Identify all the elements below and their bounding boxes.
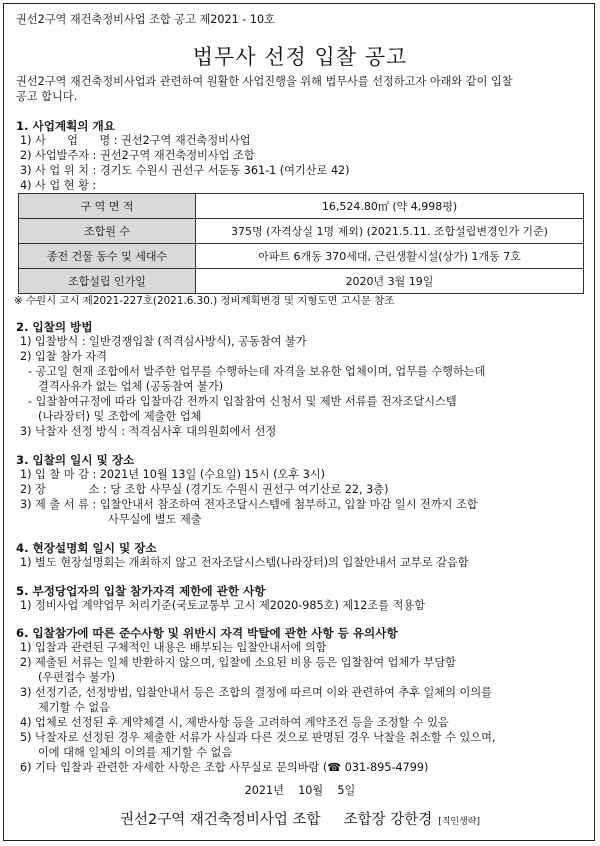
section-6-line: 제기할 수 없음 [38, 701, 110, 714]
chief-name: 조합장 강한경 [343, 812, 433, 828]
intro-line-2: 공고 합니다. [16, 90, 78, 103]
organization-name: 권선2구역 재건축정비사업 조합 [119, 812, 321, 828]
section-3-line: 2) 장 소 : 당 조합 사무실 (경기도 수원시 권선구 여기산로 22, 3층) [20, 483, 389, 496]
section-6-line: 6) 기타 입찰과 관련한 자세한 사항은 조합 사무실로 문의바람 (☎ 031-895-4799) [20, 761, 429, 774]
section-2-line: - 공고일 현재 조합에서 발주한 업무를 수행하는데 자격을 보유한 업체이며, 업무를 수행하는데 [28, 365, 486, 378]
section-2-heading: 2. 입찰의 방법 [16, 320, 93, 334]
seal-omitted: [직인생략] [438, 817, 481, 827]
table-row [19, 194, 584, 219]
table-value: 2020년 3월 19일 [196, 269, 584, 294]
section-3-line: 3) 제 출 서 류 : 입찰안내서 참조하여 전자조달시스템에 첨부하고, 입찰 마감 일시 전까지 조합 [20, 498, 478, 511]
announcement-date: 2021년 10월 5일 [244, 784, 356, 797]
section-6-heading: 6. 입찰참가에 따른 준수사항 및 위반시 자격 박탈에 관한 사항 등 유의사항 [16, 626, 398, 640]
section-6-line: 1) 입찰과 관련된 구체적인 내용은 배부되는 입찰안내서에 의함 [20, 641, 327, 654]
table-value: 375명 (자격상실 1명 제외) (2021.5.11. 조합설립변경인가 기준) [196, 219, 584, 244]
section-3-line: 사무실에 별도 제출 [108, 513, 202, 526]
section-2-line: (나라장터) 및 조합에 제출한 업체 [38, 410, 202, 423]
reference-note: ※ 수원시 고시 제2021-227호(2021.6.30.) 정비계획변경 및 지형도면 고시문 참조 [14, 295, 395, 307]
table-value: 16,524.80㎡ (약 4,998평) [196, 194, 584, 219]
section-2-line: 2) 입찰 참가 자격 [20, 350, 107, 363]
table-label: 조합원 수 [19, 219, 196, 244]
section-6-line: (우편접수 불가) [38, 671, 116, 684]
footer-signature [0, 808, 600, 829]
intro-line-1: 권선2구역 재건축정비사업과 관련하여 원활한 사업진행을 위해 법무사를 선정하고자 아래와 같이 입찰 [16, 75, 513, 88]
table-row [19, 244, 584, 269]
section-1-item: 4) 사 업 현 황 : [20, 179, 97, 192]
project-status-table [18, 193, 584, 294]
section-4-heading: 4. 현장설명회 일시 및 장소 [16, 541, 157, 555]
table-label: 구 역 면 적 [19, 194, 196, 219]
section-2-line: 1) 입찰방식 : 일반경쟁입찰 (적격심사방식), 공동참여 불가 [20, 335, 307, 348]
section-3-line: 1) 입 찰 마 감 : 2021년 10월 13일 (수요일) 15시 (오후 3시) [20, 468, 325, 481]
section-5-line: 1) 정비사업 계약업무 처리기준(국토교통부 고시 제2020-985호) 제12조를 적용함 [20, 599, 425, 612]
section-4-line: 1) 별도 현장설명회는 개최하지 않고 전자조달시스템(나라장터)의 입찰안내서 교부로 갈음함 [20, 556, 469, 569]
section-6-line: 3) 선정기준, 선정방법, 입찰안내서 등은 조합의 결정에 따르며 이와 관련하여 추후 일체의 이의를 [20, 686, 492, 699]
document-title: 법무사 선정 입찰 공고 [192, 45, 408, 69]
section-1-item: 2) 사업발주자 : 권선2구역 재건축정비사업 조합 [20, 149, 255, 162]
section-6-line: 이에 대해 일체의 이의를 제기할 수 없음 [38, 746, 233, 759]
section-2-line: - 입찰참여규정에 따라 입찰마감 전까지 입찰참여 신청서 및 제반 서류를 전자조달시스템 [28, 395, 457, 408]
table-row [19, 219, 584, 244]
section-6-line: 5) 낙찰자로 선정된 경우 제출한 서류가 사실과 다른 것으로 판명된 경우 낙찰을 취소할 수 있으며, [20, 731, 496, 744]
table-value: 아파트 6개동 370세대, 근린생활시설(상가) 1개동 7호 [196, 244, 584, 269]
table-label: 종전 건물 동수 및 세대수 [19, 244, 196, 269]
section-5-heading: 5. 부정당업자의 입찰 참가자격 제한에 관한 사항 [16, 584, 266, 598]
section-3-heading: 3. 입찰의 일시 및 장소 [16, 453, 135, 467]
announcement-number: 권선2구역 재건축정비사업 조합 공고 제2021 - 10호 [16, 13, 275, 26]
section-2-line: 3) 낙찰자 선정 방식 : 적격심사후 대의원회에서 선정 [20, 425, 277, 438]
table-row [19, 269, 584, 294]
section-1-item: 1) 사 업 명 : 권선2구역 재건축정비사업 [20, 134, 251, 147]
section-2-line: 결격사유가 없는 업체 (공동참여 불가) [38, 380, 224, 393]
section-6-line: 2) 제출된 서류는 일체 반환하지 않으며, 입찰에 소요된 비용 등은 입찰참여 업체가 부담함 [20, 656, 456, 669]
section-1-heading: 1. 사업계획의 개요 [16, 119, 115, 133]
table-label: 조합설립 인가일 [19, 269, 196, 294]
section-1-item: 3) 사 업 위 치 : 경기도 수원시 권선구 서둔동 361-1 (여기산로 42) [20, 164, 350, 177]
section-6-line: 4) 업체로 선정된 후 계약체결 시, 제반사항 등을 고려하여 계약조건 등을 조정할 수 있음 [20, 716, 449, 729]
